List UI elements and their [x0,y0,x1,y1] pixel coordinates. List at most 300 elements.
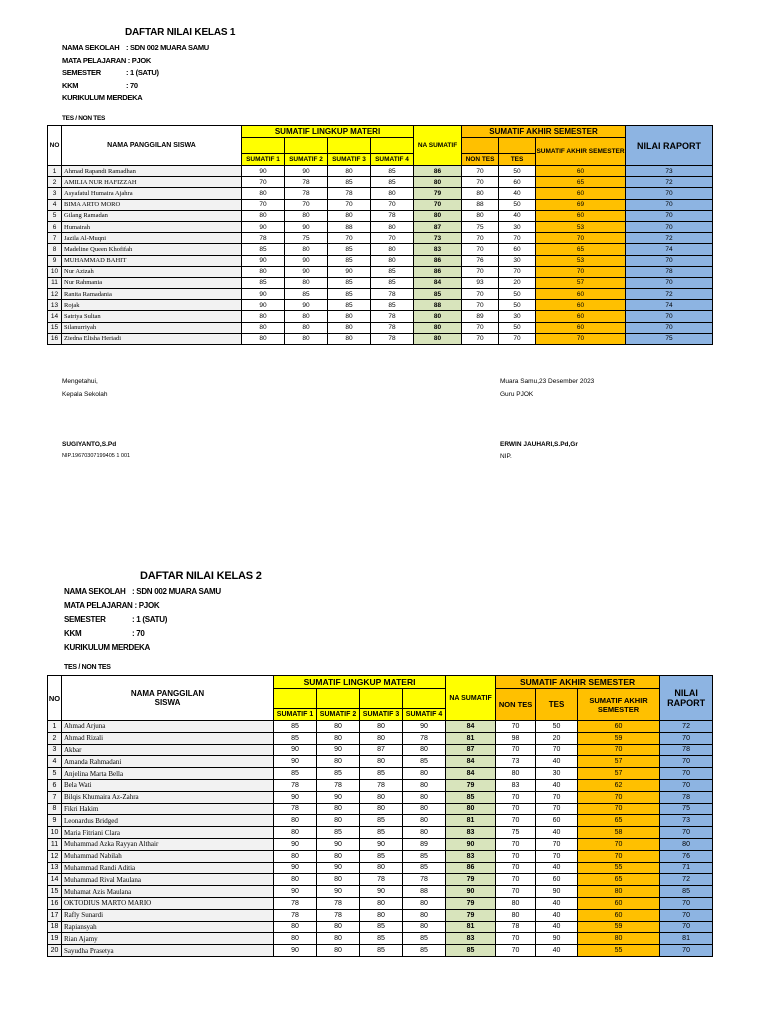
table-row [48,277,713,288]
sumatif-4-cell: 80 [403,909,446,921]
student-name-cell: Ahmad Rizali [62,732,274,744]
student-name-cell: Fikri Hakim [62,803,274,815]
tes-cell: 40 [536,897,578,909]
sumatif-2-cell: 85 [317,827,360,839]
header-s4: SUMATIF 4 [403,709,446,721]
sumatif-4-cell: 85 [403,945,446,957]
table-row [48,188,713,199]
non-tes-cell: 88 [462,199,499,210]
sumatif-akhir-semester-cell: 57 [578,756,660,768]
nilai-raport-cell: 73 [626,166,713,177]
sumatif-2-cell: 90 [317,862,360,874]
sumatif-1-cell: 78 [242,233,285,244]
class1-sheet [0,0,768,510]
meta-label: KKM [64,629,82,638]
sumatif-akhir-semester-cell: 60 [536,311,626,322]
table-row [48,300,713,311]
sumatif-4-cell: 78 [371,311,414,322]
row-no-cell: 16 [48,333,62,344]
header-spacer [317,689,360,709]
sumatif-1-cell: 80 [274,827,317,839]
non-tes-cell: 89 [462,311,499,322]
sumatif-2-cell: 80 [317,803,360,815]
sumatif-4-cell: 78 [371,322,414,333]
sumatif-1-cell: 80 [274,933,317,945]
student-name-cell: Sayudha Prasetya [62,945,274,957]
row-no-cell: 16 [48,897,62,909]
tes-cell: 70 [499,333,536,344]
student-name-cell: Rian Ajamy [62,933,274,945]
non-tes-cell: 70 [462,233,499,244]
class2-tes-label: TES / NON TES [64,664,111,671]
nilai-raport-cell: 70 [660,897,713,909]
sumatif-akhir-semester-cell: 60 [536,166,626,177]
sumatif-akhir-semester-cell: 55 [578,862,660,874]
tes-cell: 70 [536,850,578,862]
signature-right-line1: Muara Samu,23 Desember 2023 [500,378,595,385]
na-sumatif-cell: 83 [414,244,462,255]
sumatif-2-cell: 90 [285,166,328,177]
header-spacer [403,689,446,709]
sumatif-2-cell: 80 [317,874,360,886]
row-no-cell: 5 [48,768,62,780]
nilai-raport-cell: 70 [660,756,713,768]
student-name-cell: Maria Fitriani Clara [62,827,274,839]
tes-cell: 60 [536,874,578,886]
sumatif-1-cell: 85 [274,732,317,744]
row-no-cell: 2 [48,732,62,744]
sumatif-2-cell: 80 [317,756,360,768]
table-row [48,850,713,862]
row-no-cell: 19 [48,933,62,945]
nilai-raport-cell: 72 [626,177,713,188]
non-tes-cell: 70 [462,333,499,344]
row-no-cell: 6 [48,221,62,232]
student-name-cell: Ahmad Rapandi Ramadhan [62,166,242,177]
class1-meta-curriculum [62,92,209,105]
table-row [48,322,713,333]
header-lingkup: SUMATIF LINGKUP MATERI [274,676,446,689]
sumatif-4-cell: 80 [403,827,446,839]
student-name-cell: Silanurriyah [62,322,242,333]
header-no: NO [48,126,62,166]
sumatif-4-cell: 85 [403,756,446,768]
signature-right-name: ERWIN JAUHARI,S.Pd,Gr [500,441,578,448]
tes-cell: 40 [536,779,578,791]
non-tes-cell: 98 [496,732,536,744]
header-s2: SUMATIF 2 [317,709,360,721]
sumatif-akhir-semester-cell: 58 [578,827,660,839]
sumatif-4-cell: 85 [371,177,414,188]
sumatif-4-cell: 80 [403,815,446,827]
nilai-raport-cell: 74 [626,244,713,255]
sumatif-akhir-semester-cell: 65 [536,244,626,255]
sumatif-1-cell: 70 [242,177,285,188]
row-no-cell: 15 [48,886,62,898]
sumatif-1-cell: 80 [242,333,285,344]
sumatif-4-cell: 85 [371,266,414,277]
signature-left-name: SUGIYANTO,S.Pd [62,441,117,448]
non-tes-cell: 70 [462,322,499,333]
meta-label: NAMA SEKOLAH [62,43,120,52]
nilai-raport-cell: 70 [660,827,713,839]
table-row [48,244,713,255]
sumatif-2-cell: 80 [285,311,328,322]
meta-value: : 70 [132,629,145,638]
non-tes-cell: 70 [496,815,536,827]
sumatif-4-cell: 70 [371,199,414,210]
sumatif-1-cell: 78 [274,897,317,909]
non-tes-cell: 73 [496,756,536,768]
row-no-cell: 4 [48,756,62,768]
meta-value: : SDN 002 MUARA SAMU [132,587,221,596]
signature-right-nip: NIP. [500,453,512,460]
sumatif-akhir-semester-cell: 53 [536,255,626,266]
sumatif-1-cell: 90 [274,862,317,874]
tes-cell: 40 [536,921,578,933]
sumatif-3-cell: 80 [360,897,403,909]
non-tes-cell: 75 [462,221,499,232]
student-name-cell: Asyafatul Humaira Ajahra [62,188,242,199]
sumatif-3-cell: 85 [328,277,371,288]
student-name-cell: BIMA ARTO MORO [62,199,242,210]
sumatif-3-cell: 78 [360,874,403,886]
row-no-cell: 18 [48,921,62,933]
nilai-raport-cell: 70 [626,210,713,221]
non-tes-cell: 70 [496,945,536,957]
header-s3: SUMATIF 3 [328,154,371,166]
sumatif-3-cell: 90 [360,838,403,850]
nilai-raport-cell: 72 [626,233,713,244]
nilai-raport-cell: 70 [660,768,713,780]
sumatif-1-cell: 90 [274,744,317,756]
non-tes-cell: 83 [496,779,536,791]
sumatif-4-cell: 85 [403,933,446,945]
sumatif-4-cell: 88 [403,886,446,898]
sumatif-2-cell: 90 [317,886,360,898]
nilai-raport-cell: 70 [660,732,713,744]
sumatif-2-cell: 90 [285,266,328,277]
header-s2: SUMATIF 2 [285,154,328,166]
class2-meta [64,585,221,655]
header-na: NA SUMATIF [446,676,496,721]
meta-label: SEMESTER [64,615,106,624]
signature-left-nip: NIP.19670307199405 1 001 [62,453,131,459]
table-row [48,838,713,850]
sumatif-akhir-semester-cell: 53 [536,221,626,232]
na-sumatif-cell: 84 [446,756,496,768]
sumatif-2-cell: 80 [317,721,360,733]
na-sumatif-cell: 73 [414,233,462,244]
non-tes-cell: 93 [462,277,499,288]
table-row [48,945,713,957]
sumatif-3-cell: 80 [328,166,371,177]
na-sumatif-cell: 87 [414,221,462,232]
sumatif-4-cell: 78 [371,210,414,221]
na-sumatif-cell: 81 [446,815,496,827]
sumatif-akhir-semester-cell: 60 [536,188,626,199]
student-name-cell: Akbar [62,744,274,756]
tes-cell: 70 [536,838,578,850]
na-sumatif-cell: 86 [414,166,462,177]
sumatif-1-cell: 90 [242,255,285,266]
na-sumatif-cell: 80 [414,322,462,333]
sumatif-1-cell: 90 [274,791,317,803]
student-name-cell: Gilang Ramadan [62,210,242,221]
sumatif-4-cell: 89 [403,838,446,850]
non-tes-cell: 70 [496,721,536,733]
sumatif-akhir-semester-cell: 65 [578,874,660,886]
sumatif-akhir-semester-cell: 60 [578,721,660,733]
class1-meta [62,42,209,105]
non-tes-cell: 70 [496,838,536,850]
na-sumatif-cell: 86 [414,255,462,266]
meta-label: SEMESTER [62,68,101,77]
non-tes-cell: 70 [496,850,536,862]
header-lingkup: SUMATIF LINGKUP MATERI [242,126,414,138]
sumatif-4-cell: 70 [371,233,414,244]
sumatif-3-cell: 80 [360,803,403,815]
meta-label: KURIKULUM MERDEKA [64,643,151,652]
sumatif-akhir-semester-cell: 60 [536,300,626,311]
sumatif-1-cell: 80 [242,311,285,322]
header-nilai-raport: NILAI RAPORT [626,126,713,166]
row-no-cell: 5 [48,210,62,221]
header-spacer [462,138,499,154]
tes-cell: 20 [536,732,578,744]
sumatif-4-cell: 85 [371,300,414,311]
table-row [48,166,713,177]
header-s1: SUMATIF 1 [242,154,285,166]
student-name-cell: Satriya Sultan [62,311,242,322]
tes-cell: 90 [536,933,578,945]
na-sumatif-cell: 85 [446,791,496,803]
tes-cell: 40 [499,210,536,221]
na-sumatif-cell: 90 [446,886,496,898]
header-spacer [371,138,414,154]
sumatif-3-cell: 87 [360,744,403,756]
class1-rows [48,166,713,345]
nilai-raport-cell: 78 [660,744,713,756]
na-sumatif-cell: 84 [446,768,496,780]
student-name-cell: Bela Wati [62,779,274,791]
row-no-cell: 13 [48,862,62,874]
sumatif-4-cell: 80 [371,244,414,255]
sumatif-1-cell: 85 [274,721,317,733]
sumatif-2-cell: 80 [317,945,360,957]
meta-value: : 1 (SATU) [132,615,168,624]
row-no-cell: 9 [48,255,62,266]
nilai-raport-cell: 75 [626,333,713,344]
sumatif-3-cell: 85 [328,255,371,266]
sumatif-1-cell: 80 [274,850,317,862]
sumatif-4-cell: 80 [403,744,446,756]
non-tes-cell: 70 [462,166,499,177]
class1-meta-kkm [62,80,209,93]
non-tes-cell: 70 [496,803,536,815]
table-row [48,233,713,244]
header-spacer [242,138,285,154]
non-tes-cell: 70 [462,300,499,311]
tes-cell: 60 [499,244,536,255]
tes-cell: 40 [536,909,578,921]
sumatif-akhir-semester-cell: 70 [578,850,660,862]
class1-grade-table [47,125,713,345]
nilai-raport-cell: 70 [626,322,713,333]
row-no-cell: 12 [48,850,62,862]
sumatif-4-cell: 85 [403,862,446,874]
student-name-cell: OKTODIUS MARTO MARIO [62,897,274,909]
student-name-cell: Muhammad Randi Aditia [62,862,274,874]
nilai-raport-cell: 70 [626,277,713,288]
meta-label: MATA PELAJARAN [62,55,126,65]
sumatif-4-cell: 80 [371,221,414,232]
student-name-cell: AMILIA NUR HAFIZZAH [62,177,242,188]
class1-meta-subject [62,55,209,68]
row-no-cell: 1 [48,166,62,177]
sumatif-2-cell: 75 [285,233,328,244]
sumatif-3-cell: 85 [360,945,403,957]
non-tes-cell: 70 [462,289,499,300]
nilai-raport-cell: 70 [626,188,713,199]
tes-cell: 50 [499,166,536,177]
sumatif-2-cell: 85 [317,768,360,780]
signature-left-line1: Mengetahui, [62,378,98,385]
signature-left-line2: Kepala Sekolah [62,391,108,398]
table-row [48,177,713,188]
na-sumatif-cell: 81 [446,732,496,744]
tes-cell: 70 [536,744,578,756]
header-nilai-raport: NILAI RAPORT [660,676,713,721]
table-row [48,886,713,898]
nilai-raport-cell: 78 [626,266,713,277]
sumatif-1-cell: 80 [274,815,317,827]
non-tes-cell: 70 [462,177,499,188]
nilai-raport-cell: 74 [626,300,713,311]
class2-meta-school [64,585,221,599]
sumatif-3-cell: 80 [328,311,371,322]
row-no-cell: 13 [48,300,62,311]
header-tes: TES [536,689,578,721]
sumatif-2-cell: 80 [317,815,360,827]
row-no-cell: 15 [48,322,62,333]
sumatif-4-cell: 80 [403,803,446,815]
sumatif-1-cell: 85 [242,244,285,255]
table-row [48,921,713,933]
nilai-raport-cell: 72 [660,874,713,886]
nilai-raport-cell: 72 [660,721,713,733]
sumatif-4-cell: 80 [403,779,446,791]
meta-value: : 70 [126,80,138,90]
sumatif-1-cell: 90 [242,221,285,232]
sumatif-2-cell: 90 [317,838,360,850]
na-sumatif-cell: 79 [446,909,496,921]
na-sumatif-cell: 87 [446,744,496,756]
sumatif-akhir-semester-cell: 80 [578,886,660,898]
sumatif-3-cell: 85 [360,933,403,945]
sumatif-akhir-semester-cell: 80 [578,933,660,945]
sumatif-3-cell: 70 [328,233,371,244]
student-name-cell: Amanda Rahmadani [62,756,274,768]
row-no-cell: 1 [48,721,62,733]
student-name-cell: Anjelina Marta Bella [62,768,274,780]
sumatif-3-cell: 85 [328,244,371,255]
sumatif-2-cell: 90 [317,791,360,803]
class2-sheet [0,560,768,1024]
non-tes-cell: 80 [496,768,536,780]
header-name: NAMA PANGGILAN SISWA [62,126,242,166]
table-row [48,862,713,874]
sumatif-4-cell: 80 [371,255,414,266]
sumatif-2-cell: 90 [285,255,328,266]
sumatif-akhir-semester-cell: 69 [536,199,626,210]
tes-cell: 50 [499,289,536,300]
table-row [48,874,713,886]
row-no-cell: 12 [48,289,62,300]
tes-cell: 40 [536,862,578,874]
sumatif-3-cell: 80 [360,732,403,744]
sumatif-4-cell: 90 [403,721,446,733]
sumatif-4-cell: 78 [403,874,446,886]
tes-cell: 70 [536,803,578,815]
student-name-cell: Rafly Sunardi [62,909,274,921]
sumatif-1-cell: 90 [242,166,285,177]
table-row [48,827,713,839]
na-sumatif-cell: 83 [446,850,496,862]
sumatif-3-cell: 85 [360,921,403,933]
tes-cell: 60 [499,177,536,188]
table-row [48,199,713,210]
header-s4: SUMATIF 4 [371,154,414,166]
nilai-raport-cell: 70 [660,909,713,921]
nilai-raport-cell: 75 [660,803,713,815]
sumatif-2-cell: 78 [285,177,328,188]
student-name-cell: Rapiansyah [62,921,274,933]
tes-cell: 50 [499,300,536,311]
class2-meta-kkm [64,627,221,641]
nilai-raport-cell: 70 [626,221,713,232]
sumatif-1-cell: 85 [242,277,285,288]
sumatif-4-cell: 78 [403,732,446,744]
sumatif-1-cell: 80 [274,874,317,886]
header-nontes: NON TES [496,689,536,721]
non-tes-cell: 70 [462,266,499,277]
tes-cell: 50 [536,721,578,733]
header-spacer [328,138,371,154]
sumatif-akhir-semester-cell: 70 [536,333,626,344]
non-tes-cell: 78 [496,921,536,933]
table-row [48,221,713,232]
nilai-raport-cell: 71 [660,862,713,874]
tes-cell: 30 [536,768,578,780]
sumatif-akhir-semester-cell: 70 [578,744,660,756]
sumatif-3-cell: 80 [328,333,371,344]
sumatif-akhir-semester-cell: 60 [536,210,626,221]
sumatif-3-cell: 78 [360,779,403,791]
student-name-cell: Ahmad Arjuna [62,721,274,733]
table-row [48,210,713,221]
na-sumatif-cell: 90 [446,838,496,850]
tes-cell: 20 [499,277,536,288]
header-name: NAMA PANGGILAN SISWA [62,676,274,721]
class2-title: DAFTAR NILAI KELAS 2 [140,570,262,582]
sumatif-akhir-semester-cell: 60 [578,897,660,909]
sumatif-2-cell: 90 [317,744,360,756]
sumatif-3-cell: 85 [360,768,403,780]
sumatif-2-cell: 85 [285,289,328,300]
table-row [48,732,713,744]
sumatif-2-cell: 80 [285,277,328,288]
